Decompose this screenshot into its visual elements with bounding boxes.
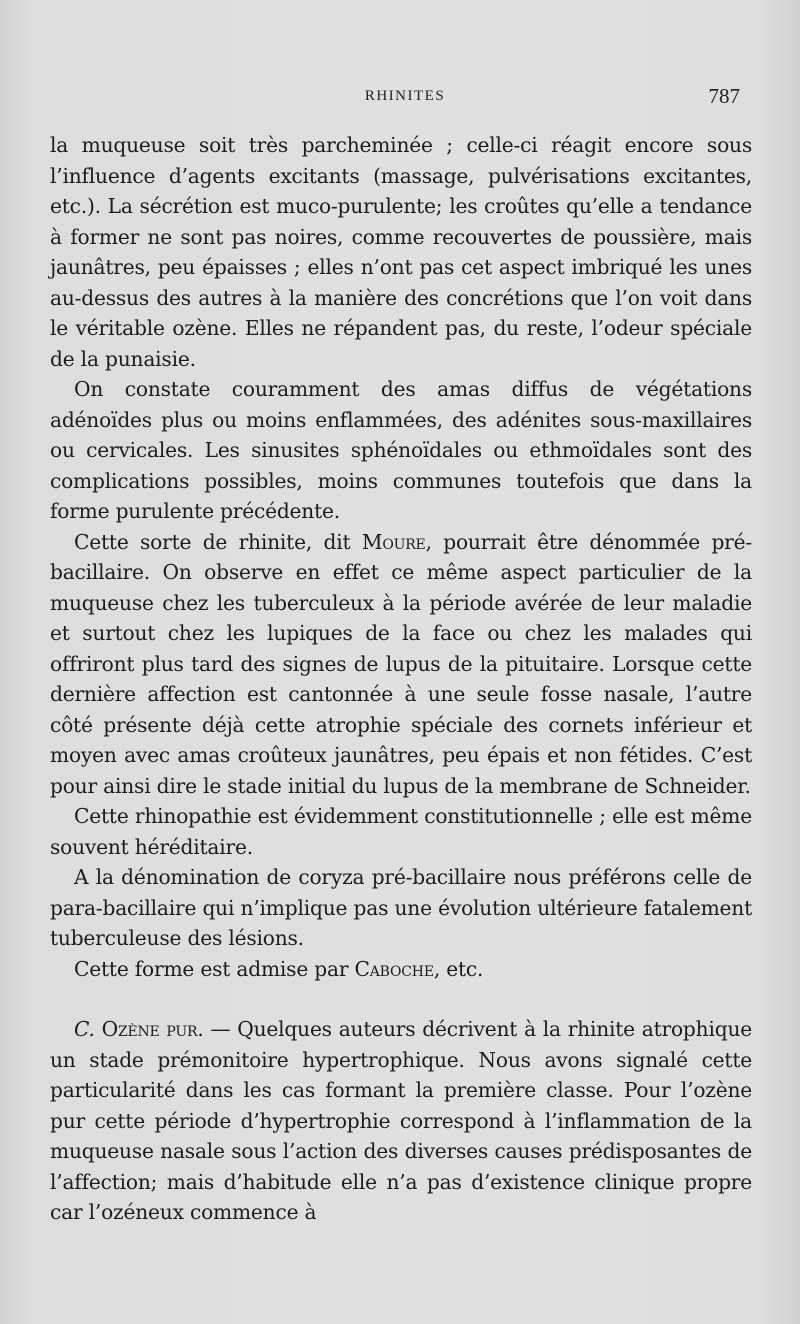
page-number: 787 [708, 84, 740, 108]
paragraph-6-before: Cette forme est admise par [74, 956, 355, 981]
paragraph-5: A la dénomination de coryza pré-bacillaire nous préférons celle de para-bacillaire qui n’implique pas une évolution ultérieure fatalement tuberculeuse des lésions. [50, 865, 752, 950]
paragraph-3-before: Cette sorte de rhinite, dit [74, 529, 362, 554]
paragraph-6 [50, 954, 752, 985]
section-letter: C. [74, 1017, 95, 1041]
author-name-moure: Moure [361, 529, 426, 554]
paragraph-4: Cette rhinopathie est évidemment constitutionnelle ; elle est même souvent héréditaire. [50, 804, 752, 859]
section-text: — Quelques auteurs décrivent à la rhinite atrophique un stade prémonitoire hypertrophique. Nous avons signalé cette particularité dans les cas formant la première classe. Pour l’ozène pur cette période d’hypertrophie correspond à l’inflammation de la muqueuse nasale sous l’action des diverses causes prédisposantes de l’affection; mais d’habitude elle n’a pas d’existence clinique propre car l’ozéneux commence à [50, 1017, 752, 1224]
section-heading: Ozène pur. [101, 1017, 204, 1041]
paragraph-1: la muqueuse soit très parcheminée ; celle-ci réagit encore sous l’influence d’agents excitants (massage, pulvérisations excitantes, etc.). La sécrétion est muco-purulente; les croûtes qu’elle a tendance à former ne sont pas noires, comme recouvertes de poussière, mais jaunâtres, peu épaisses ; elles n’ont pas cet aspect imbriqué les unes au-dessus des autres à la manière des concrétions que l’on voit dans le véritable ozène. Elles ne répandent pas, du reste, l’odeur spéciale de la punaisie. [50, 133, 752, 371]
paragraph-3 [50, 527, 752, 802]
running-title: RHINITES [364, 88, 446, 104]
paragraph-3-after: , pourrait être dénommée pré-bacillaire. On observe en effet ce même aspect particulier de la muqueuse chez les tuberculeux à la période avérée de leur maladie et surtout chez les lupiques de la face ou chez les malades qui offriront plus tard des signes de lupus de la pituitaire. Lorsque cette dernière affection est cantonnée à une seule fosse nasale, l’autre côté présente déjà cette atrophie spéciale des cornets inférieur et moyen avec amas croûteux jaunâtres, peu épais et non fétides. C’est pour ainsi dire le stade initial du lupus de la membrane de Schneider. [50, 529, 752, 798]
page-header [50, 84, 740, 112]
paragraph-2: On constate couramment des amas diffus de végétations adénoïdes plus ou moins enflammées, des adénites sous-maxillaires ou cervicales. Les sinusites sphénoïdales ou ethmoïdales sont des complications possibles, moins communes toutefois que dans la forme purulente précédente. [50, 377, 752, 523]
paragraph-6-after: , etc. [433, 956, 484, 981]
body-text [50, 130, 752, 1228]
section-c-paragraph [50, 1014, 752, 1228]
author-name-caboche: Caboche [354, 956, 434, 981]
